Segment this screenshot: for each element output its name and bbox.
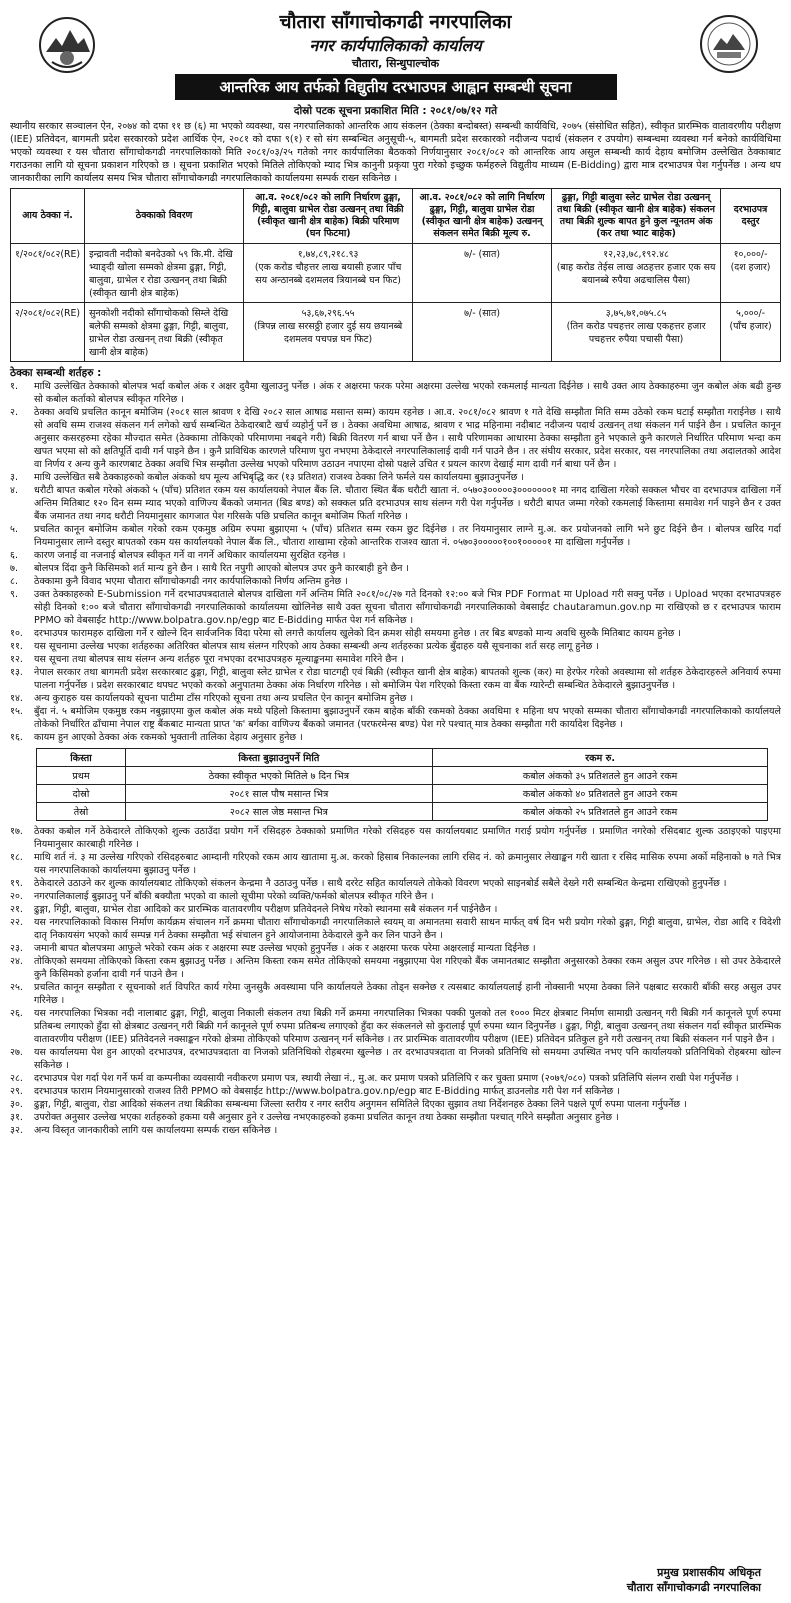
signatory-title: प्रमुख प्रशासकीय अधिकृत <box>657 1566 761 1579</box>
term-text: ढुङ्गा, गिट्टी, बालुवा, ग्राभेल रोडा आदिको कर प्रारम्भिक वातावरणीय परीक्षण प्रतिवेदनले निषेध गरेको स्थानमा सबै संकलन गर्न पाईनेछैन । <box>34 904 498 915</box>
term-number: १०. <box>10 628 23 639</box>
installment-table <box>36 748 768 821</box>
term-number: ७. <box>10 563 18 574</box>
term-text: यस सूचना तथा बोलपत्र साथ संलग्न अन्य शर्तहरु पूरा नभएका दरभाउपत्रहरु मूल्याङ्कनमा समावेश गरिने छैन । <box>34 654 404 665</box>
term-number: १८. <box>10 852 23 863</box>
list-item <box>10 1124 781 1137</box>
term-text: यस कार्यालयमा पेश हुन आएको दरभाउपत्र, दरभाउपत्रदाता वा निजको प्रतिनिधिको रोहबरमा खुल्नेछ । तर दरभाउपत्रदाता वा निजको प्रतिनिधि सो समयमा उपस्थित नभए पनि कार्यालयको प्रतिनिधिको रोहबरमा खोल्न सकिनेछ । <box>34 1047 781 1071</box>
col-header-description: ठेक्काको विवरण <box>85 189 244 244</box>
term-text: ठेक्का अवधि प्रचलित कानून बमोजिम (२०८१ साल श्रावण १ देखि २०८२ साल आषाढ मसान्त सम्म) कायम रहनेछ । आ.व. २०८१/०८२ श्रावण १ गते देखि सम्झौता मिति सम्म उठेको रकम घटाई सम्झौता गराईनेछ । साथै सो अवधि सम्म राजश्व संकलन गर्न लगेको खर्च सम्बन्धित ठेकेदारबाटै खर्च व्यहोर्नु पर्ने छ । ठेक्का अवधिमा आषाढ, श्रावण र भाद्र महिनामा नदीबाट नदीजन्य पदार्थ उत्खनन् तथा संकलन गर्न पाईने छैन । प्रचलित कानून अनुसार कसरहरुमा रहेका मौज्दात समेत (ठेक्कामा तोकिएको परिमाणमा नबढ्ने गरी) बिक्री वितरण गर्न बाधा पर्ने छैन । साथै परिणामका आधारमा ठेक्का सम्झौता हुने भएकाले कुनै कारणले निर्धारित परिमाण भन्दा कम खपत भएमा सो को क्षतिपूर्ति दावी गर्न पाइने छैन । कुनै प्राविधिक कारणले परिमाण पुरा नभएमा ठेकेदारले नगरपालिकालाई दावी गर्न पाउने छैन । तर संघीय सरकार, प्रदेश सरकार, यस नगरपालिका तथा अदालतको आदेश वा निर्णय र अन्य कुनै कारणबाट ठेक्का अवधि भित्र सम्झौता उल्लेख भएको परिमाण उठाउन नपाएमा दोस्रो पक्षले उचित र प्रयत्न कारण देखाई माग दावी गर्न बाधा पर्ने छैन । <box>34 407 781 470</box>
list-item <box>10 1072 781 1085</box>
contract-description: इन्द्रावती नदीको बनदेउको ५९ कि.मी. देखि भ्याङ्दी खोला सम्मको क्षेत्रमा ढुङ्गा, गिट्टी, बालुवा, ग्राभेल र रोडा उत्खनन् तथा बिक्री (स्वीकृत खानी क्षेत्र बाहेक) <box>85 244 244 303</box>
term-text: यस सूचनामा उल्लेख भएका शर्तहरुका अतिरिक्त बोलपत्र साथ संलग्न गरिएको आय ठेक्का सम्बन्धी अन्य शर्तहरुका प्रत्येक बुँदाहरु यसै सूचनाका शर्त सरह लागू हुनेछ । <box>34 641 599 652</box>
term-number: १७. <box>10 826 23 837</box>
terms-list-continued <box>10 825 781 1137</box>
table-row <box>37 785 768 803</box>
list-item <box>10 640 781 653</box>
term-text: ठेकेदारले उठाउने कर शुल्क कार्यालयबाट तोकिएको संकलन केन्द्रमा नै उठाउनु पर्नेछ । साथै दररेट सहित कार्यालयले तोकेको विवरण भएको साइनबोर्ड सबैले देख्ने गरी सम्बन्धित केन्द्रमा राखिएको हुनुपर्नेछ । <box>34 878 727 889</box>
term-number: ८. <box>10 576 18 587</box>
term-text: ढुङ्गा, गिट्टी, बालुवा, रोडा आदिको संकलन तथा बिक्रीका सम्बन्धमा जिल्ला स्तरीय र नगर स्तरीय अनुगमन समितिले दिएका सुझाव तथा निर्देशनहरु ठेक्का लिने पक्षले पूर्ण रुपमा पालना गर्नुपर्नेछ । <box>34 1099 687 1110</box>
list-item <box>10 851 781 877</box>
term-number: ३१. <box>10 1112 23 1123</box>
term-number: २४. <box>10 956 23 967</box>
installment-amount: कबोल अंकको ३५ प्रतिशतले हुन आउने रकम <box>432 767 768 785</box>
list-item <box>10 955 781 981</box>
term-text: उक्त ठेक्काहरुको E-Submission गर्ने दरभाउपत्रदाताले बोलपत्र दाखिला गर्ने अन्तिम मिति २०८१/०८/२७ गते दिनको १२:०० बजे भित्र PDF Format मा Upload गरी सक्नु पर्नेछ । Upload भएका दरभाउपत्रहरु सोही दिनको १:०० बजे चौतारा साँगाचोकगढी नगरपालिकाको कार्यालयमा खोलिनेछ साथै उक्त सूचना चौतारा साँगाचोकगढी नगरपालिकाको वेबसाईट chautaramun.gov.np मा राखिएको छ र दरभाउपत्र फाराम PPMO को वेबसाईट http://www.bolpatra.gov.np/egp बाट E-Bidding मार्फत पेश गर्न सकिनेछ । <box>34 589 781 626</box>
term-text: जमानी बापत बोलपत्रमा आफुले भरेको रकम अंक र अक्षरमा स्पष्ट उल्लेख भएको हुनुपर्नेछ । अंक र अक्षरमा फरक परेमा अक्षरलाई मान्यता दिईनेछ । <box>34 943 536 954</box>
term-text: बुँदा नं. ५ बमोजिम एकमुष्ठ रकम नबुझाएमा कुल कबोल अंक मध्ये पहिलो किस्तामा बुझाउनुपर्ने रकम बाहेक बाँकी रकमको ठेक्का अवधिमा १ महिना थप भएको सम्मका चौतारा साँगाचोकगढी नगरपालिकाको कार्यालयले तोकेको निर्धारित ढाँचामा नेपाल राष्ट्र बैंकबाट मान्यता प्राप्त 'क' बर्गका वाणिज्य बैंकको जमानत (परफरमेन्स बण्ड) पेश गरे पश्चात् मात्र ठेक्का सम्झौता गरी कार्यादेश दिइनेछ । <box>34 706 781 730</box>
col-header-contract-no: आय ठेक्का नं. <box>11 189 85 244</box>
col-header-installment: किस्ता <box>37 749 126 767</box>
term-number: १३. <box>10 667 23 678</box>
col-header-installment-date: किस्ता बुझाउनुपर्ने मिति <box>126 749 433 767</box>
list-item <box>10 942 781 955</box>
quantity-value: ५३,६७,२९६.५५ <box>301 308 355 319</box>
term-text: ठेक्कामा कुनै विवाद भएमा चौतारा साँगाचोकगढी नगर कार्यपालिकाको निर्णय अन्तिम हुनेछ । <box>34 576 348 587</box>
terms-list <box>10 380 781 744</box>
term-text: ठेक्का कबोल गर्ने ठेकेदारले तोकिएको शुल्क उठाउँदा प्रयोग गर्ने रसिदहरु ठेक्काको प्रमाणित गरेको रसिदहरु यस कार्यालयबाट प्रमाणित गराई प्रयोग गर्नुपर्नेछ । प्रमाणित नगरेको रसिदबाट शुल्क उठाइएको पाइएमा नियमानुसार कारबाही गरिनेछ । <box>34 826 781 850</box>
quantity-value: १,७४,८९,२१८.९३ <box>297 249 359 260</box>
installment-date: २०८१ साल पौष मसान्त भित्र <box>126 785 433 803</box>
term-text: माथि उल्लेखित ठेक्काको बोलपत्र भर्दा कबोल अंक र अक्षर दुवैमा खुलाउनु पर्नेछ । अंक र अक्षरमा फरक परेमा अक्षरमा उल्लेख भएको रकमलाई मान्यता दिईनेछ । साथै उक्त आय ठेक्काहरुमा जुन कबोल अंक बढी हुन्छ सो कबोल कर्ताको बोलपत्र स्वीकृत गरिनेछ । <box>34 381 781 405</box>
municipality-logo-icon <box>699 14 759 74</box>
fee-words: (पाँच हजार) <box>729 321 772 332</box>
minimum-cell <box>552 303 721 362</box>
term-number: ३२. <box>10 1125 23 1136</box>
term-number: २. <box>10 407 18 418</box>
term-text: धरौटी बापत कबोल गरेको अंकको ५ (पाँच) प्रतिशत रकम यस कार्यालयको नेपाल बैंक लि. चौतारा स्थित बैंक धरौटी खाता नं. ०५७०३०००००३०००००००१ मा नगद दाखिला गरेको सक्कल भौचर वा दरभाउपत्र दाखिला गर्ने अन्तिम मितिबाट १२० दिन सम्म म्याद भएको वाणिज्य बैंकको जमानत (बिड बण्ड) को सक्कल प्रति दरभाउपत्र साथ संलग्न गरी पेश गर्नुपर्नेछ । धरौटी बापत जम्मा गरेको रकमलाई किस्तामा समावेश गर्न पाइने छैन र उक्त बैंक जमानत तथा नगद धरौटी नियमानुसार कागजात पेश गरिसके पछि प्रचलित कानून बमोजिम फिर्ता गरिनेछ । <box>34 485 781 522</box>
term-text: अन्य विस्तृत जानकारीको लागि यस कार्यालयमा सम्पर्क राख्न सकिनेछ । <box>34 1125 278 1136</box>
col-header-installment-amount: रकम रु. <box>432 749 768 767</box>
contract-table <box>10 188 781 362</box>
term-number: २८. <box>10 1073 23 1084</box>
installment-amount: कबोल अंकको २५ प्रतिशतले हुन आउने रकम <box>432 803 768 821</box>
price-cell: ७/- (सात) <box>413 244 552 303</box>
term-number: १५. <box>10 706 23 717</box>
col-header-minimum-amount: ढुङ्गा, गिट्टी बालुवा स्लेट ग्राभेल रोडा उत्खनन् तथा बिक्री (स्वीकृत खानी क्षेत्र बाहेक) संकलन तथा बिक्री शुल्क बापत हुने कुल न्यूनतम अंक (कर तथा भ्याट बाहेक) <box>552 189 721 244</box>
intro-paragraph: स्थानीय सरकार सञ्चालन ऐन, २०७४ को दफा ११ छ (६) मा भएको व्यवस्था, यस नगरपालिकाको आन्तरिक आय संकलन (ठेक्का बन्दोबस्त) सम्बन्धी कार्यविधि, २०७५ (संसोधित सहित), स्वीकृत प्रारम्भिक वातावरणीय परीक्षण (IEE) प्रतिवेदन, बागमती प्रदेश सरकारको प्रदेश आर्थिक ऐन, २०८१ को दफा ९(१) र सो संग सम्बन्धित अनुसूची-५, बागमती प्रदेश सरकारको नदीजन्य पदार्थ (संकलन र उपयोग) सम्बन्धमा व्यवस्था गर्न बनेको कार्यविधिमा भएको व्यवस्था र यस चौतारा साँगाचोकगढी नगरपालिकाको मिति २०८१/०३/२५ गतेको नगर कार्यपालिका बैठकको निर्णयानुसार २०८१/०८२ को आन्तरिक आय असुल सम्बन्धी कार्य देहाय बमोजिम उल्लेखित ठेक्काबाट गराउनका लागि यो सूचना प्रकाशन गरिएको छ । सूचना प्रकाशित भएको मितिले तोकिएको म्याद भित्र कानुनी प्रकृया पुरा गरेको इच्छुक फर्महरुले विद्युतीय माध्यम (E-Bidding) द्वारा मात्र दरभाउपत्र पेश गर्नुपर्नेछ । अन्य थप जानकारीका लागि कार्यालय समय भित्र चौतारा साँगाचोकगढी नगरपालिकाको कार्यालयमा सम्पर्क राख्न सकिनेछ । <box>10 121 781 184</box>
term-number: ३०. <box>10 1099 23 1110</box>
term-text: नेपाल सरकार तथा बागमती प्रदेश सरकारबाट ढुङ्गा, गिट्टी, बालुवा स्लेट ग्राभेल र रोडा घाटगद्दी एवं बिक्री (स्वीकृत खानी क्षेत्र बाहेक) बापतको शुल्क (कर) मा हेरफेर गरेको अवस्थामा सो शर्तहरु ठेकेदारहरुले अनिवार्य रुपमा पालना गर्नुपर्नेछ । प्रदेश सरकारबाट थपघट भएको करको अनुपातमा ठेक्का अंक निर्धारण गरिनेछ । सो बमोजिम पेश गरिएको किस्ता रकम वा बैंक ग्यारेन्टी सम्बन्धित ठेकेदारले बुझाउनुपर्नेछ । <box>34 667 781 691</box>
contract-description: सुनकोशी नदीको साँगाचोकको सिम्ले देखि बलेफी सम्मको क्षेत्रमा ढुङ्गा, गिट्टी, बालुवा, ग्राभेल रोडा उत्खनन् तथा बिक्री (स्वीकृत खानी क्षेत्र बाहेक) <box>85 303 244 362</box>
installment-name: प्रथम <box>37 767 126 785</box>
term-number: १९. <box>10 878 23 889</box>
header <box>10 8 781 68</box>
list-item <box>10 549 781 562</box>
term-number: ९. <box>10 589 18 600</box>
installment-amount: कबोल अंकको ४० प्रतिशतले हुन आउने रकम <box>432 785 768 803</box>
term-number: १४. <box>10 693 23 704</box>
minimum-words: (तिन करोड पचहत्तर लाख एकहत्तर हजार पचहत्तर रुपैया पचासी पैसा) <box>566 321 706 345</box>
fee-value: १०,०००/- <box>733 249 768 260</box>
list-item <box>10 1111 781 1124</box>
terms-title: ठेक्का सम्बन्धी शर्तहरु : <box>10 367 102 379</box>
signatory-org: चौतारा साँगाचोकगढी नगरपालिका <box>626 1581 761 1594</box>
minimum-value: १२,२३,७८,१९२.४८ <box>603 249 669 260</box>
term-text: दरभाउपत्र फाराम नियमानुसारको राजश्व तिरी PPMO को वेबसाईट http://www.bolpatra.gov.np/egp बाट E-Bidding मार्फत् डाउनलोड गरी पेश गर्न सकिनेछ । <box>34 1086 620 1097</box>
publication-date: दोस्रो पटक सूचना प्रकाशित मिति : २०८१/०७/१२ गते <box>293 105 498 117</box>
list-item <box>10 903 781 916</box>
quantity-cell <box>244 244 413 303</box>
col-header-quantity: आ.व. २०८१/०८२ को लागि निर्धारण ढुङ्गा, गिट्टी, बालुवा ग्राभेल रोडा उत्खनन् तथा विक्री (स्वीकृत खानी क्षेत्र बाहेक) बिक्री परिमाण (घन फिटमा) <box>244 189 413 244</box>
contract-no: १/२०८१/०८२(RE) <box>11 244 85 303</box>
list-item <box>10 653 781 666</box>
term-text: तोकिएको समयमा तोकिएको किस्ता रकम बुझाउनु पर्नेछ । अन्तिम किस्ता रकम समेत तोकिएको समयमा नबुझाएमा पेश गरिएको बैंक जमानतबाट सम्झौता अनुसारको ठेक्का रकम असुल उपर गरिनेछ । सो उपर ठेकेदारले कुनै किसिमको हर्जाना दावी गर्न पाउने छैन । <box>34 956 781 980</box>
org-name: चौतारा साँगाचोकगढी नगरपालिका <box>279 11 512 33</box>
term-number: २६. <box>10 1008 23 1019</box>
nepal-emblem-icon <box>38 16 96 74</box>
installment-date: ठेक्का स्वीकृत भएको मितिले ७ दिन भित्र <box>126 767 433 785</box>
list-item <box>10 1046 781 1072</box>
list-item <box>10 916 781 942</box>
term-number: २९. <box>10 1086 23 1097</box>
term-number: ६. <box>10 550 18 561</box>
office-name: नगर कार्यपालिकाको कार्यालय <box>309 36 482 55</box>
quantity-words: (त्रिपन्न लाख सरसठ्ठी हजार दुई सय छयानब्बे दशमलव पचपन्न घन फिट) <box>253 321 403 345</box>
minimum-value: ३,७५,७१,०७५.८५ <box>605 308 667 319</box>
fee-cell <box>721 303 781 362</box>
term-number: ११. <box>10 641 23 652</box>
table-row <box>11 244 781 303</box>
list-item <box>10 1085 781 1098</box>
term-text: दरभाउपत्र फारामहरु दाखिला गर्ने र खोल्ने दिन सार्वजनिक विदा परेमा सो लगत्तै कार्यालय खुलेको दिन क्रमश सोही समयमा हुनेछ । तर बिड बण्डको मान्य अवधि सुरुकै मितिबाट कायम हुनेछ । <box>34 628 681 639</box>
list-item <box>10 1007 781 1046</box>
installment-name: दोस्रो <box>37 785 126 803</box>
table-row <box>11 303 781 362</box>
office-location: चौतारा, सिन्धुपाल्चोक <box>351 57 440 70</box>
signature-block <box>627 1565 761 1595</box>
col-header-fee: दरभाउपत्र दस्तुर <box>721 189 781 244</box>
col-header-price: आ.व. २०८१/०८२ को लागि निर्धारण ढुङ्गा, गिट्टी, बालुवा ग्राभेल रोडा (स्वीकृत खानी क्षेत्र बाहेक) उत्खनन् संकलन समेत बिक्री मूल्य रु. <box>413 189 552 244</box>
list-item <box>10 692 781 705</box>
list-item <box>10 575 781 588</box>
term-number: ५. <box>10 524 18 535</box>
list-item <box>10 627 781 640</box>
list-item <box>10 890 781 903</box>
list-item <box>10 731 781 744</box>
notice-banner: आन्तरिक आय तर्फको विद्युतीय दरभाउपत्र आह्वान सम्बन्धी सूचना <box>175 74 617 100</box>
term-number: २३. <box>10 943 23 954</box>
term-text: नगरपालिकालाई बुझाउनु पर्ने बाँकी बक्यौता भएको वा कालो सूचीमा परेको व्यक्ति/फर्मको बोलपत्र स्वीकृत गरिने छैन । <box>34 891 434 902</box>
list-item <box>10 705 781 731</box>
term-text: यस नगरपालिकाको विकास निर्माण कार्यक्रम संचालन गर्ने क्रममा चौतारा साँगाचोकगढी नगरपालिकाले स्वयम् वा अमानतमा सवारी साधन मार्फत् वर्ष दिन भरी प्रयोग गरेको ढुङ्गा, गिट्टी बालुवा, ग्राभेल, रोडा आदि र विदेशी दातृ निकायसंग भएको कार्य सम्पन्न गर्न ठेक्का सम्झौता भई संचालन हुने आयोजनामा ठेकेदारले कुनै कर लिन पाउने छैन । <box>34 917 781 941</box>
fee-words: (दश हजार) <box>730 262 771 273</box>
term-number: १२. <box>10 654 23 665</box>
fee-value: ५,०००/- <box>736 308 766 319</box>
list-item <box>10 666 781 692</box>
term-text: माथि उल्लेखित सबै ठेक्काहरुको कबोल अंकको थप मूल्य अभिबृद्धि कर (१३ प्रतिशत) राजश्व ठेक्का लिने फर्मले यस कार्यालयमा बुझाउनुपर्नेछ । <box>34 472 524 483</box>
contract-no: २/२०८१/०८२(RE) <box>11 303 85 362</box>
term-number: १६. <box>10 732 23 743</box>
term-number: २०. <box>10 891 23 902</box>
fee-cell <box>721 244 781 303</box>
table-row <box>37 803 768 821</box>
table-row <box>37 767 768 785</box>
list-item <box>10 877 781 890</box>
term-number: ३. <box>10 472 18 483</box>
term-text: अन्य कुराहरु यस कार्यालयको सूचना पाटीमा टाँस गरिएको सूचना तथा अन्य प्रचलित ऐन कानून बमोजिम हुनेछ । <box>34 693 414 704</box>
term-number: २२. <box>10 917 23 928</box>
list-item <box>10 484 781 523</box>
term-number: २१. <box>10 904 23 915</box>
term-text: उपरोक्त अनुसार उल्लेख भएका शर्तहरुको हकमा यसै अनुसार हुने र उल्लेख नभएकाहरुको हकमा प्रचलित कानून तथा ठेक्का सम्झौता पश्चात् गरिने सम्झौता अनुसार हुनेछ । <box>34 1112 619 1123</box>
term-number: २५. <box>10 982 23 993</box>
list-item <box>10 588 781 627</box>
list-item <box>10 1098 781 1111</box>
list-item <box>10 406 781 471</box>
list-item <box>10 562 781 575</box>
term-text: कारण जनाई वा नजनाई बोलपत्र स्वीकृत गर्ने वा नगर्ने अधिकार कार्यालयमा सुरक्षित रहनेछ । <box>34 550 346 561</box>
minimum-words: (बाह करोड तेईस लाख अठहत्तर हजार एक सय बयानब्बे रुपैया अढचालिस पैसा) <box>556 262 716 286</box>
list-item <box>10 825 781 851</box>
term-number: २७. <box>10 1047 23 1058</box>
term-text: माथि शर्त नं. ३ मा उल्लेख गरिएको रसिदहरुबाट आम्दानी गरिएको रकम आय खातामा मु.अ. करको हिसाब निकाल्नका लागि रसिद नं. को क्रमानुसार लेखाङ्कन गरी खाता र रसिद मासिक रुपमा अर्को महिनाको ७ गते भित्र यस नगरपालिकाको कार्यालयमा बुझाउनु पर्नेछ । <box>34 852 781 876</box>
term-number: ४. <box>10 485 18 496</box>
term-text: कायम हुन आएको ठेक्का अंक रकमको भुक्तानी तालिका देहाय अनुसार हुनेछ । <box>34 732 303 743</box>
list-item <box>10 981 781 1007</box>
minimum-cell <box>552 244 721 303</box>
quantity-words: (एक करोड चौहत्तर लाख बयासी हजार पाँच सय अन्ठानब्बे दशमलव त्रियानब्बे घन फिट) <box>254 262 402 286</box>
term-text: यस नगरपालिका भित्रका नदी नालाबाट ढुङ्गा, गिट्टी, बालुवा निकाली संकलन तथा बिक्री गर्ने क्रममा नगरपालिका भित्रका पक्की पुलको तल १००० मिटर क्षेत्रबाट निर्माण सामाग्री उत्खनन् गरी बिक्री गर्न कानूनले पूर्ण रुपमा प्रतिबन्ध लगाएको हुँदा सो क्षेत्रबाट उत्खनन् गरी बिक्री गर्न कानूनले पूर्ण रुपमा प्रतिबन्ध लगाएको हुँदा कर संकलनले सो कुरालाई पूर्ण रुपमा ध्यान दिनुपर्नेछ । ढुङ्गा, गिट्टी, बालुवा उत्खनन् तथा संकलन गर्दा स्वीकृत प्रारम्भिक वातावरणीय परीक्षण (IEE) प्रतिवेदनले नक्साङ्कन गरेको क्षेत्रमा तोकिएको परिमाण उत्खनन् गर्न सकिनेछ । तर प्रारम्भिक वातावरणीय परीक्षण (IEE) प्रतिवेदन प्रतिकुल हुने गरी उत्खनन् तथा बिक्री संकलन गर्न पाइने छैन । <box>34 1008 781 1045</box>
quantity-cell <box>244 303 413 362</box>
installment-date: २०८२ साल जेष्ठ मसान्त भित्र <box>126 803 433 821</box>
installment-name: तेस्रो <box>37 803 126 821</box>
term-text: प्रचलित कानून सम्झौता र सूचनाको शर्त विपरित कार्य गरेमा जुनसुकै अवस्थामा पनि कार्यालयले ठेक्का तोड्न सक्नेछ र त्यसबाट कार्यालयलाई हानी नोक्सानी भएमा ठेक्का लिने पक्षबाट सरकारी बाँकी सरह असुल उपर गरिनेछ । <box>34 982 781 1006</box>
price-cell: ७/- (सात) <box>413 303 552 362</box>
term-text: प्रचलित कानून बमोजिम कबोल गरेको रकम एकमुष्ठ अग्रिम रुपमा बुझाएमा ५ (पाँच) प्रतिशत सम्म रकम छुट दिईनेछ । तर नियमानुसार लाग्ने मु.अ. कर प्रयोजनको लागि भने छुट दिईने छैन । बोलपत्र खरिद गर्दा नियमानुसार लाग्ने दस्तुर बापतको रकम यस कार्यालयको नेपाल बैंक लि., चौतारा शाखामा रहेको आन्तरिक राजश्व खाता नं. ०५७०३०००००१००१०००००१ मा दाखिला गर्नुपर्नेछ । <box>34 524 781 548</box>
list-item <box>10 471 781 484</box>
list-item <box>10 380 781 406</box>
term-number: १. <box>10 381 18 392</box>
term-text: दरभाउपत्र पेश गर्दा पेश गर्ने फर्म वा कम्पनीका व्यवसायी नवीकरण प्रमाण पत्र, स्थायी लेखा नं., मु.अ. कर प्रमाण पत्रको प्रतिलिपि र कर चुक्ता प्रमाण (२०७९/०८०) पत्रको प्रतिलिपि संलग्न राखी पेश गर्नुपर्नेछ । <box>34 1073 739 1084</box>
term-text: बोलपत्र दिंदा कुनै किसिमको शर्त मान्य हुने छैन । साथै रित नपुगी आएको बोलपत्र उपर कुनै कारबाही हुने छैन । <box>34 563 409 574</box>
list-item <box>10 523 781 549</box>
